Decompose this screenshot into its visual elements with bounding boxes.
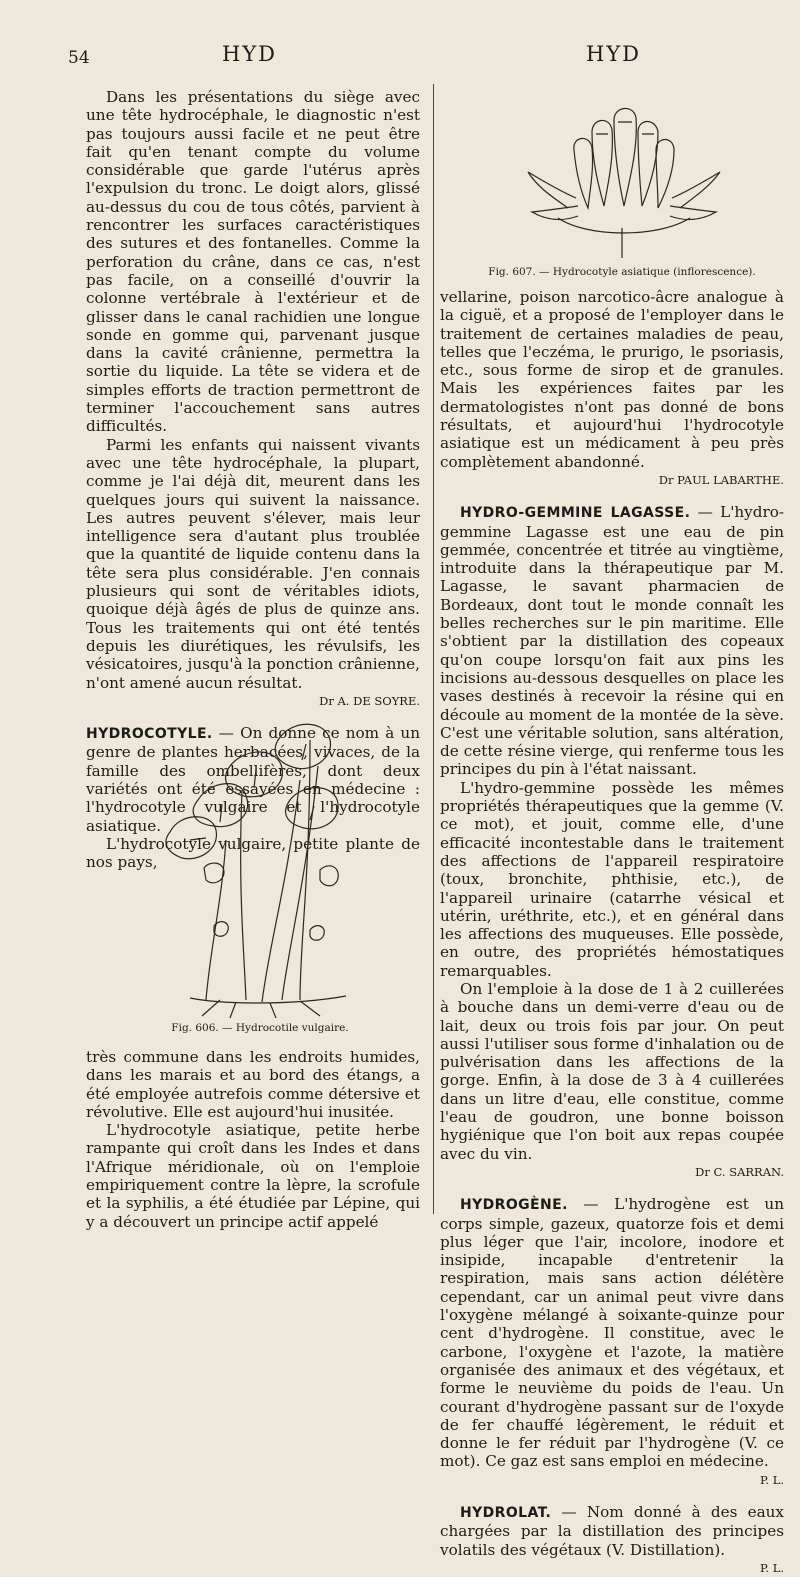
header-left-title: HYD	[222, 42, 278, 66]
signature: Dr A. DE SOYRE.	[319, 693, 420, 708]
header-right-title: HYD	[586, 42, 642, 66]
headword: HYDROCOTYLE.	[86, 726, 213, 743]
paragraph: très commune dans les endroits humides, dans les marais et au bord des étangs, a été employée autrefois comme détersive et révolutive. Elle est aujourd'hui inusitée.	[86, 1048, 420, 1121]
entry-hydrocotyle: HYDROCOTYLE. — On donne ce nom à un genre de plantes herbacées, vivaces, de la famille des ombellifères, dont deux variétés ont été essayées en médecine : l'hydrocotyle vulgaire et l'hydrocotyle asiatique.	[86, 724, 420, 835]
page-number: 54	[68, 48, 90, 68]
figure-607	[458, 88, 786, 286]
headword: HYDROGÈNE.	[460, 1197, 568, 1214]
figure-606	[150, 700, 370, 1040]
right-column	[440, 88, 784, 1577]
entry-hydrolat: HYDROLAT. — Nom donné à des eaux chargées par la distillation des principes volatils des végétaux (V. Distillation).	[440, 1503, 784, 1559]
running-header	[0, 38, 800, 74]
signature: P. L.	[759, 1560, 784, 1575]
left-column-bottom	[86, 1048, 420, 1231]
paragraph: On l'emploie à la dose de 1 à 2 cuillerées à bouche dans un demi-verre d'eau ou de lait, deux ou trois fois par jour. On peut aussi l'utiliser sous forme d'inhalation ou de pulvérisation dans les affections de la gorge. Enfin, à la dose de 3 à 4 cuillerées dans un litre d'eau, elle constitue, comme l'eau de goudron, une bonne boisson hygiénique que l'on boit aux repas coupée avec du vin.	[440, 979, 784, 1163]
paragraph: L'hydrocotyle vulgaire, petite plante de nos pays,	[86, 834, 420, 872]
paragraph: L'hydrocotyle asiatique, petite herbe rampante qui croît dans les Indes et dans l'Afrique méridionale, où on l'emploie empiriquement contre la lèpre, la scrofule et la syphilis, a été étudiée par Lépine, qui y a découvert un principe actif appelé	[86, 1121, 420, 1231]
signature: Dr C. SARRAN.	[695, 1164, 784, 1179]
signature: P. L.	[759, 1472, 784, 1487]
inflorescence-illustration	[458, 88, 786, 260]
paragraph: vellarine, poison narcotico-âcre analogue à la ciguë, et a proposé de l'employer dans le traitement de certaines maladies de peau, telles que l'eczéma, le prurigo, le psoriasis, etc., sous forme de sirop et de granules. Mais les expériences faites par les dermatologistes n'ont pas donné de bons résultats, et aujourd'hui l'hydrocotyle asiatique est un médicament à peu près complètement abandonné.	[440, 288, 784, 471]
hydrocotyle-plant-illustration	[150, 700, 370, 1018]
figure-caption: Fig. 606. — Hydrocotile vulgaire.	[171, 1022, 349, 1034]
paragraph: Dans les présentations du siège avec une tête hydrocéphale, le diagnostic n'est pas toujours aussi facile et ne peut être fait qu'en tenant compte du volume considérable que garde l'utérus après l'expulsion du tronc. Le doigt alors, glissé au-dessus du cou de tous côtés, parvient à rencontrer les surfaces caractéristiques des sutures et des fontanelles. Comme la perforation du crâne, dans ce cas, n'est pas facile, on a conseillé d'ouvrir la colonne vertébrale à l'extérieur et de glisser dans le canal rachidien une longue sonde en gomme qui, parvenant jusque dans la cavité crânienne, permettra la sortie du liquide. La tête se videra et de simples efforts de traction permettront de terminer l'accouchement sans autres difficultés.	[86, 88, 420, 436]
entry-hydrogene: HYDROGÈNE. — L'hydrogène est un corps simple, gazeux, quatorze fois et demi plus léger que l'air, incolore, inodore et insipide, incapable d'entretenir la respiration, mais sans action délétère cependant, car un animal peut vivre dans l'oxygène mélangé à soixante-quinze pour cent d'hydrogène. Il constitue, avec le carbone, l'oxygène et l'azote, la matière organisée des animaux et des végétaux, et forme le neuvième du poids de l'eau. Un courant d'hydrogène passant sur de l'oxyde de fer chauffé légèrement, le réduit et donne le fer réduit par l'hydrogène (V. ce mot). Ce gaz est sans emploi en médecine.	[440, 1195, 784, 1471]
paragraph: Parmi les enfants qui naissent vivants avec une tête hydrocéphale, la plupart, comme je l'ai déjà dit, meurent dans les quelques jours qui suivent la naissance. Les autres peuvent s'élever, mais leur intelligence sera d'autant plus troublée que la quantité de liquide contenu dans la tête sera plus considérable. J'en connais plusieurs qui sont de véritables idiots, quoique déjà âgés de plus de quinze ans. Tous les traitements qui ont été tentés depuis les diurétiques, les révulsifs, les vésicatoires, jusqu'à la ponction crânienne, n'ont amené aucun résultat.	[86, 435, 420, 692]
figure-caption: Fig. 607. — Hydrocotyle asiatique (inflorescence).	[488, 266, 756, 279]
signature: Dr PAUL LABARTHE.	[658, 472, 784, 487]
column-divider	[433, 84, 434, 1214]
headword: HYDRO-GEMMINE LAGASSE.	[460, 505, 691, 522]
paragraph: L'hydro-gemmine possède les mêmes propriétés thérapeutiques que la gemme (V. ce mot), et jouit, comme elle, d'une efficacité incontestable dans le traitement des affections de l'appareil respiratoire (toux, bronchite, phthisie, etc.), de l'appareil urinaire (catarrhe vésical et utérin, uréthrite, etc.), et en général dans les affections des muqueuses. Elle possède, en outre, des propriétés hémostatiques remarquables.	[440, 778, 784, 980]
headword: HYDROLAT.	[460, 1505, 552, 1521]
entry-hydro-gemmine: HYDRO-GEMMINE LAGASSE. — L'hydro-gemmine Lagasse est une eau de pin gemmée, concentrée et titrée au vingtième, introduite dans la thérapeutique par M. Lagasse, le savant pharmacien de Bordeaux, dont tout le monde connaît les belles recherches sur le pin maritime. Elle s'obtient par la distillation des copeaux qu'on coupe lorsqu'on fait aux pins les incisions au-dessous desquelles on place les vases destinés à recevoir la résine qui en découle au moment de la montée de la sève. C'est une véritable solution, sans altération, de cette résine vierge, qui renferme tous les principes du pin à l'état naissant.	[440, 503, 784, 779]
